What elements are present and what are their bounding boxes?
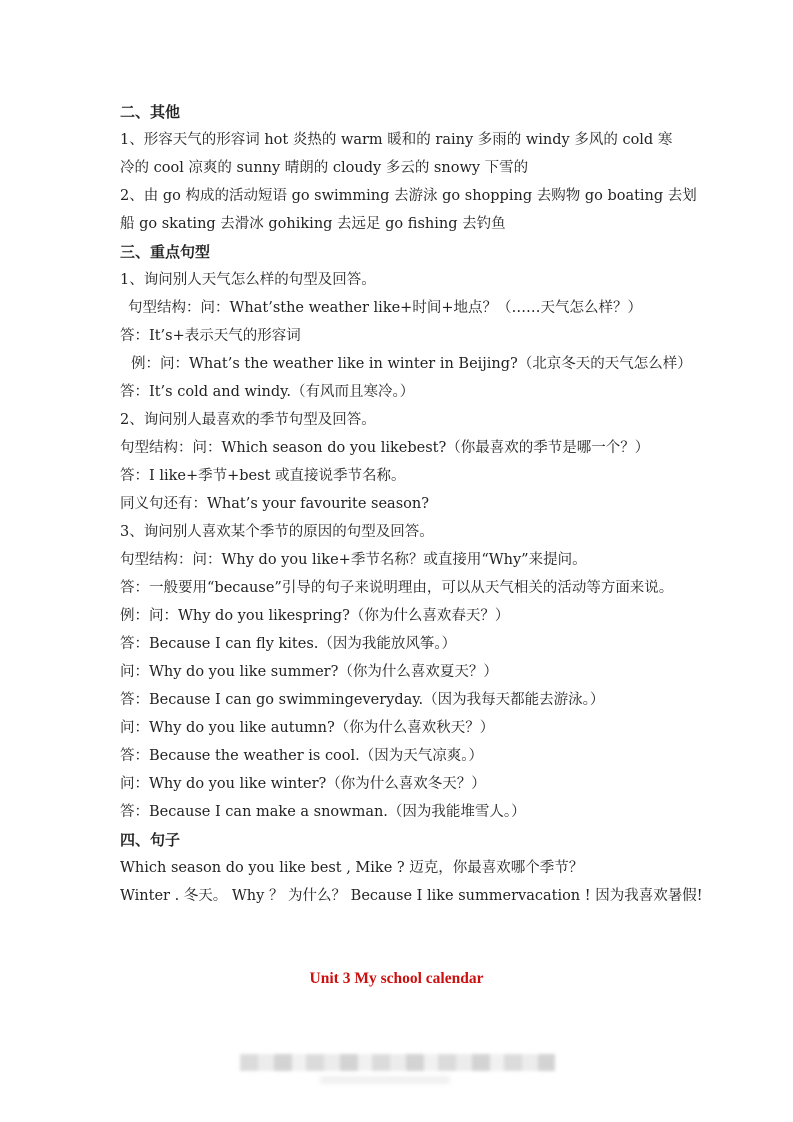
text-line: 答：I like+季节+best 或直接说季节名称。 (120, 468, 406, 484)
text-line: 句型结构：问：Why do you like+季节名称？或直接用“Why”来提问。 (120, 552, 587, 568)
text-line: 问：Why do you like autumn?（你为什么喜欢秋天？） (120, 720, 495, 736)
text-line: 答：Because I can make a snowman.（因为我能堆雪人。） (120, 804, 526, 820)
text-line: 答：Because I can go swimmingeveryday.（因为我每天都能去游泳。） (120, 692, 605, 708)
text-line: 问：Why do you like summer?（你为什么喜欢夏天？） (120, 664, 498, 680)
text-line: 答：一般要用“because”引导的句子来说明理由，可以从天气相关的活动等方面来说。 (120, 580, 674, 596)
text-line: 例：问：Why do you likespring?（你为什么喜欢春天？） (120, 608, 510, 624)
text-line: 例：问：What’s the weather like in winter in Beijing?（北京冬天的天气怎么样） (131, 356, 692, 372)
unit-title: Unit 3 My school calendar (309, 970, 484, 987)
text-line: 船 go skating 去滑冰 gohiking 去远足 go fishing 去钓鱼 (120, 216, 506, 232)
text-line: Which season do you like best , Mike ? 迈克，你最喜欢哪个季节？ (120, 860, 584, 876)
text-line: 2、由 go 构成的活动短语 go swimming 去游泳 go shopping 去购物 go boating 去划 (120, 188, 697, 204)
text-line: 答：It’s+表示天气的形容词 (120, 328, 301, 344)
blurred-footer-watermark-sub (320, 1076, 450, 1084)
text-line: 句型结构：问：Which season do you likebest?（你最喜欢的季节是哪一个？） (120, 440, 650, 456)
text-line: 句型结构：问：What’sthe weather like+时间+地点？（……天气怎么样？） (128, 300, 642, 316)
text-line: 答：Because the weather is cool.（因为天气凉爽。） (120, 748, 484, 764)
text-line: 1、询问别人天气怎么样的句型及回答。 (120, 272, 376, 288)
text-line: 问：Why do you like winter?（你为什么喜欢冬天？） (120, 776, 486, 792)
blurred-footer-watermark (240, 1054, 555, 1071)
section-heading-patterns: 三、重点句型 (120, 243, 211, 261)
text-line: 答：Because I can fly kites.（因为我能放风筝。） (120, 636, 457, 652)
text-line: 3、询问别人喜欢某个季节的原因的句型及回答。 (120, 524, 434, 540)
text-line: 1、形容天气的形容词 hot 炎热的 warm 暖和的 rainy 多雨的 windy 多风的 cold 寒 (120, 132, 673, 148)
section-heading-other: 二、其他 (120, 103, 181, 121)
text-line: 答：It’s cold and windy.（有风而且寒冷。） (120, 384, 415, 400)
text-line: 2、询问别人最喜欢的季节句型及回答。 (120, 412, 376, 428)
text-line: 冷的 cool 凉爽的 sunny 晴朗的 cloudy 多云的 snowy 下雪的 (120, 160, 529, 176)
text-line: 同义句还有：What’s your favourite season? (120, 496, 429, 512)
text-line: Winter . 冬天。 Why ？ 为什么？ Because I like summervacation ! 因为我喜欢暑假! (120, 888, 703, 904)
section-heading-sentences: 四、句子 (120, 831, 181, 849)
